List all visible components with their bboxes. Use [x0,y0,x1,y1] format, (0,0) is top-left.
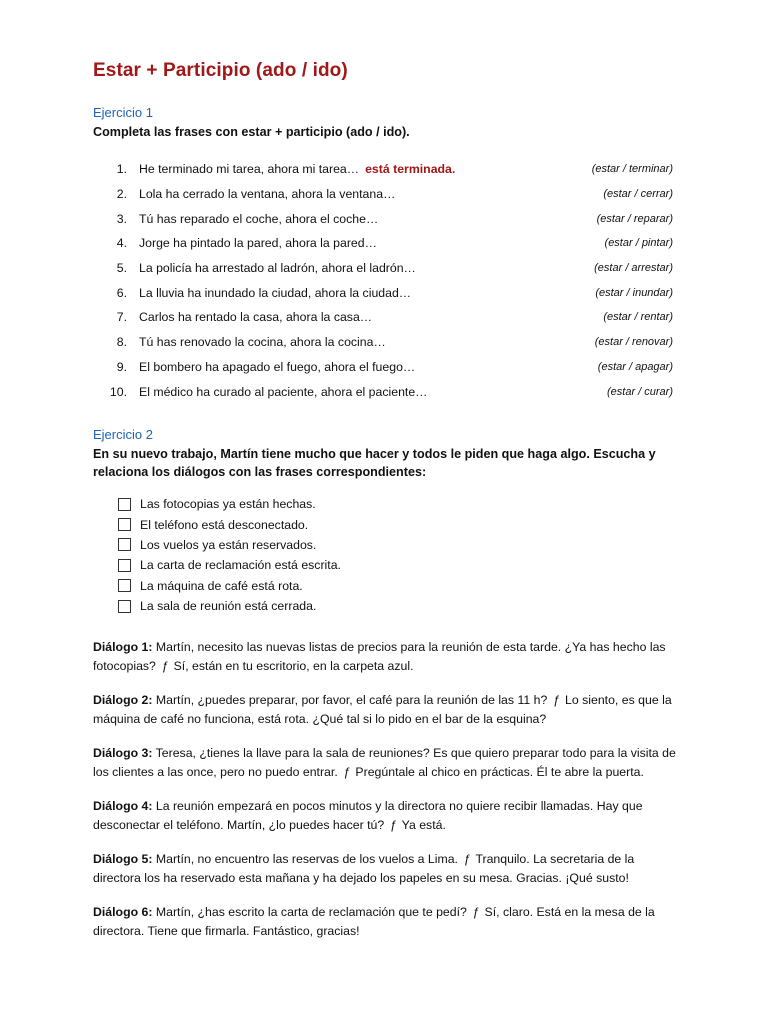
dialog-line-1: Teresa, ¿tienes la llave para la sala de reuniones? Es que quiero preparar todo para la visita de los clientes a las once, pero no puedo entrar. [93,746,676,779]
dialog-line-1: Martín, necesito las nuevas listas de precios para la reunión de esta tarde. ¿Ya has hecho las fotocopias? [93,640,666,673]
list-item [118,494,341,514]
item-sentence: Lola ha cerrado la ventana, ahora la ventana… [139,187,396,202]
item-sentence: Jorge ha pintado la pared, ahora la pared… [139,236,377,251]
dialog-label: Diálogo 6: [93,905,153,919]
dialog-line-2: Ya está. [401,818,446,832]
item-sentence: Tú has reparado el coche, ahora el coche… [139,211,379,226]
exercise-2-heading: Ejercicio 2 [93,427,153,442]
item-number: 6. [116,285,127,300]
option-label: El teléfono está desconectado. [140,517,309,532]
dialog-label: Diálogo 2: [93,693,153,707]
dialog-line-1: Martín, ¿puedes preparar, por favor, el café para la reunión de las 11 h? [155,693,548,707]
exercise-1-instruction: Completa las frases con estar + participio (ado / ido). [93,125,410,139]
checkbox[interactable] [118,498,131,511]
item-sentence: La policía ha arrestado al ladrón, ahora el ladrón… [139,261,416,276]
checkbox[interactable] [118,559,131,572]
item-sentence: La lluvia ha inundado la ciudad, ahora la ciudad… [139,285,412,300]
dialog-line-1: Martín, ¿has escrito la carta de reclamación que te pedí? [155,905,467,919]
item-sentence: Tú has renovado la cocina, ahora la cocina… [139,335,386,350]
checkbox[interactable] [118,518,131,531]
item-hint: (estar / reparar) [596,212,673,225]
item-sentence: He terminado mi tarea, ahora mi tarea… [139,162,360,177]
option-label: La sala de reunión está cerrada. [140,599,317,614]
dialog-label: Diálogo 4: [93,799,153,813]
dialog-paragraph [93,850,683,888]
exercise-1-list [93,157,683,404]
option-label: Los vuelos ya están reservados. [140,537,317,552]
list-item [93,256,683,281]
item-sentence: El bombero ha apagado el fuego, ahora el fuego… [139,359,416,374]
list-item [93,280,683,305]
list-item [118,576,341,596]
exercise-1-heading: Ejercicio 1 [93,105,153,120]
item-hint: (estar / inundar) [595,286,673,299]
item-number: 3. [116,211,127,226]
dialog-list [93,638,683,956]
dialog-separator: ƒ [389,818,397,832]
checkbox[interactable] [118,579,131,592]
list-item [118,596,341,616]
item-hint: (estar / terminar) [591,163,673,176]
dialog-separator: ƒ [343,765,350,779]
item-hint: (estar / renovar) [594,336,673,349]
dialog-line-2: Sí, claro. Está en la mesa de la directora. Tiene que firmarla. Fantástico, gracias! [93,905,655,938]
list-item [93,231,683,256]
item-answer: está terminada. [365,162,456,177]
list-item [93,182,683,207]
item-number: 4. [116,236,127,251]
dialog-line-1: La reunión empezará en pocos minutos y la directora no quiere recibir llamadas. Hay que desconectar el teléfono. Martín, ¿lo puedes hacer tú? [93,799,643,832]
checkbox[interactable] [118,600,131,613]
list-item [93,330,683,355]
dialog-label: Diálogo 1: [93,640,153,654]
dialog-separator: ƒ [161,659,169,673]
exercise-2-options [118,494,341,616]
option-label: Las fotocopias ya están hechas. [140,497,316,512]
dialog-separator: ƒ [552,693,560,707]
dialog-line-2: Sí, están en tu escritorio, en la carpeta azul. [173,659,414,673]
list-item [93,305,683,330]
option-label: La carta de reclamación está escrita. [140,558,341,573]
checkbox[interactable] [118,538,131,551]
option-label: La máquina de café está rota. [140,578,303,593]
exercise-2-instruction: En su nuevo trabajo, Martín tiene mucho que hacer y todos le piden que haga algo. Escucha y relaciona los diálogos con las frases correspondientes: [93,447,656,479]
item-hint: (estar / cerrar) [603,188,673,201]
item-sentence: El médico ha curado al paciente, ahora el paciente… [139,384,428,399]
list-item [93,379,683,404]
list-item [118,514,341,534]
dialog-paragraph [93,797,683,835]
item-hint: (estar / pintar) [604,237,673,250]
dialog-line-2: Pregúntale al chico en prácticas. Él te abre la puerta. [355,765,644,779]
dialog-separator: ƒ [463,852,471,866]
item-hint: (estar / rentar) [603,311,673,324]
item-hint: (estar / arrestar) [594,262,673,275]
dialog-line-1: Martín, no encuentro las reservas de los vuelos a Lima. [155,852,458,866]
dialog-label: Diálogo 3: [93,746,153,760]
item-number: 2. [116,187,127,202]
item-number: 8. [116,335,127,350]
list-item [93,157,683,182]
item-number: 7. [116,310,127,325]
item-number: 10. [109,384,127,399]
list-item [118,535,341,555]
dialog-separator: ƒ [472,905,480,919]
item-hint: (estar / apagar) [597,360,673,373]
item-sentence: Carlos ha rentado la casa, ahora la casa… [139,310,373,325]
list-item [118,555,341,575]
list-item [93,206,683,231]
dialog-paragraph [93,903,683,941]
page-title: Estar + Participio (ado / ido) [93,60,348,81]
dialog-label: Diálogo 5: [93,852,153,866]
dialog-line-2: Tranquilo. La secretaria de la directora los ha reservado esta mañana y ha dejado los papeles en su mesa. Gracias. ¡Qué susto! [93,852,635,885]
list-item [93,355,683,380]
item-number: 9. [116,359,127,374]
dialog-paragraph [93,691,683,729]
dialog-line-2: Lo siento, es que la máquina de café no funciona, está rota. ¿Qué tal si lo pido en el bar de la esquina? [93,693,672,726]
item-number: 5. [116,261,127,276]
item-hint: (estar / curar) [606,385,673,398]
item-number: 1. [116,162,127,177]
dialog-paragraph [93,744,683,782]
dialog-paragraph [93,638,683,676]
